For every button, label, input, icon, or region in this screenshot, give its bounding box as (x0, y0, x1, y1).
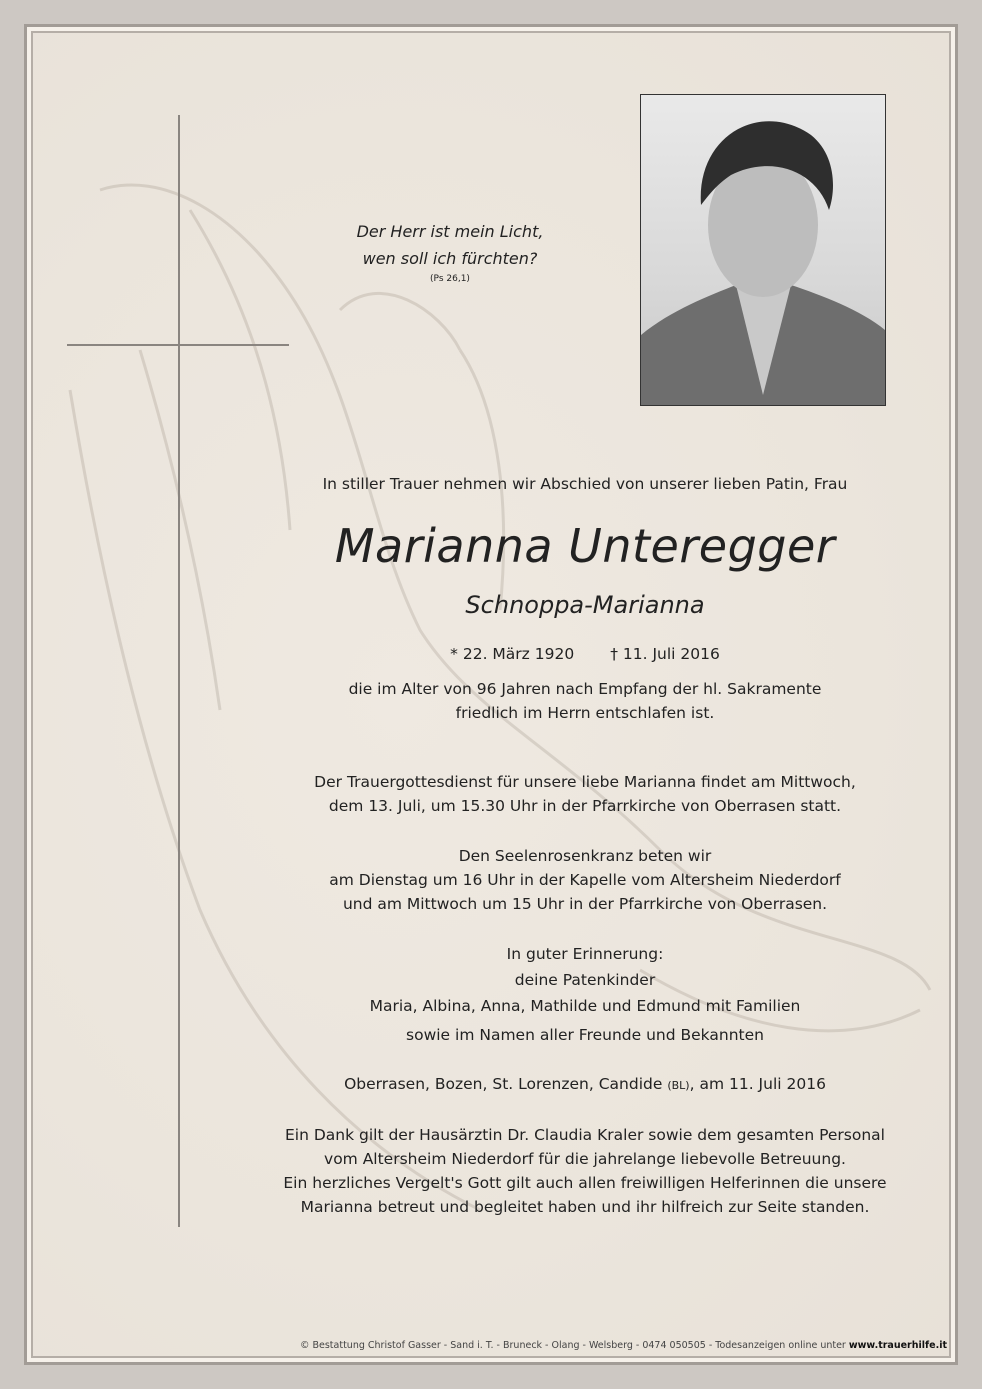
text-line: Maria, Albina, Anna, Mathilde und Edmund mit Familien (369, 997, 801, 1015)
text-line: friedlich im Herrn entschlafen ist. (455, 704, 715, 722)
text-line: sowie im Namen aller Freunde und Bekannten (406, 1026, 764, 1044)
quote-line: wen soll ich fürchten? (362, 249, 538, 268)
place-text: Oberrasen, Bozen, St. Lorenzen, Candide (344, 1075, 668, 1093)
footer-text: © Bestattung Christof Gasser - Sand i. T. - Bruneck - Olang - Welsberg - 0474 050505 - Todesanzeigen online unter (299, 1340, 849, 1351)
footer (300, 1340, 947, 1351)
text-line: vom Altersheim Niederdorf für die jahrelange liebevolle Betreuung. (324, 1150, 846, 1168)
thanks-text (280, 1123, 890, 1219)
text-line: Marianna betreut und begleitet haben und ihr hilfreich zur Seite standen. (300, 1198, 870, 1216)
death-date: † 11. Juli 2016 (610, 645, 720, 663)
life-dates (280, 642, 890, 666)
cross-vertical-bar (178, 115, 180, 1227)
age-text (280, 677, 890, 725)
deceased-nickname: Schnoppa-Marianna (465, 591, 705, 619)
text-line: In guter Erinnerung: (506, 945, 664, 963)
service-text (280, 770, 890, 818)
mourners-text (280, 940, 890, 1050)
date-text: , am 11. Juli 2016 (689, 1075, 826, 1093)
rosary-text (280, 844, 890, 916)
text-line: deine Patenkinder (514, 971, 656, 989)
text-line: Den Seelenrosenkranz beten wir (458, 847, 712, 865)
text-line: dem 13. Juli, um 15.30 Uhr in der Pfarrkirche von Oberrasen statt. (328, 797, 842, 815)
cross-horizontal-bar (67, 344, 289, 346)
portrait-photo (640, 94, 886, 406)
quote-reference: (Ps 26,1) (430, 274, 470, 284)
text-line: Ein Dank gilt der Hausärztin Dr. Claudia Kraler sowie dem gesamten Personal (285, 1126, 885, 1144)
bible-quote (330, 218, 570, 286)
text-line: Ein herzliches Vergelt's Gott gilt auch allen freiwilligen Helferinnen die unsere (283, 1174, 887, 1192)
text-line: Der Trauergottesdienst für unsere liebe Marianna findet am Mittwoch, (314, 773, 856, 791)
intro-text: In stiller Trauer nehmen wir Abschied von unserer lieben Patin, Frau (322, 475, 848, 493)
place-abbr: (BL) (667, 1079, 690, 1092)
birth-date: * 22. März 1920 (450, 645, 575, 663)
text-line: und am Mittwoch um 15 Uhr in der Pfarrkirche von Oberrasen. (342, 895, 828, 913)
quote-line: Der Herr ist mein Licht, (356, 222, 544, 241)
text-line: am Dienstag um 16 Uhr in der Kapelle vom Altersheim Niederdorf (329, 871, 841, 889)
place-date (280, 1072, 890, 1098)
text-line: die im Alter von 96 Jahren nach Empfang der hl. Sakramente (348, 680, 822, 698)
footer-link[interactable]: www.trauerhilfe.it (848, 1340, 947, 1351)
deceased-name: Marianna Unteregger (334, 519, 836, 573)
